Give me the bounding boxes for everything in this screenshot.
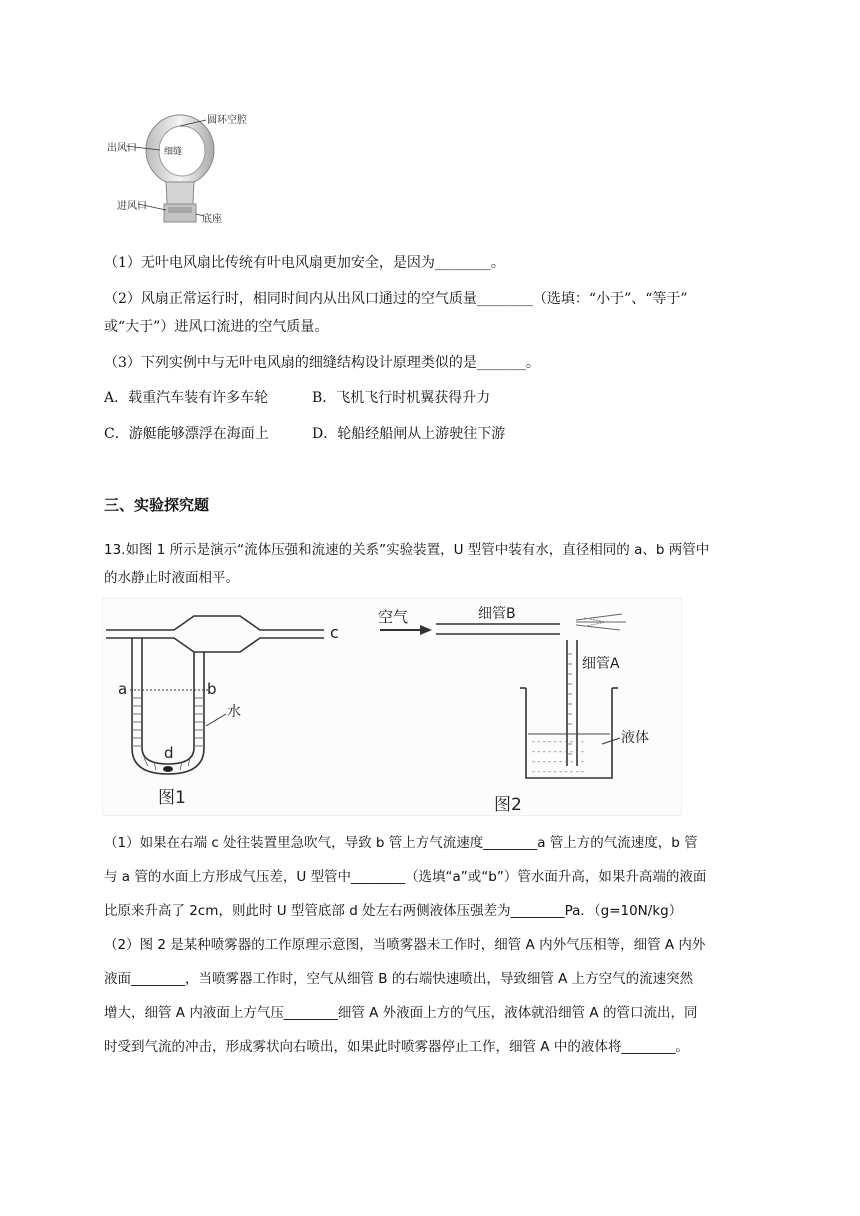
q12-part2-line2: 或“大于”）进风口流进的空气质量。 <box>104 319 329 335</box>
fig1-label-a: a <box>118 680 128 698</box>
svg-text:- - - - - - - - - -: - - - - - - - - - - <box>532 747 584 756</box>
fig1-label-water: 水 <box>227 704 241 720</box>
fan-label-inlet: 进风口 <box>117 201 147 212</box>
fan-label-outlet: 出风口 <box>107 143 137 154</box>
fig2-label-tubeA: 细管A <box>582 656 620 672</box>
fig2-label-liquid: 液体 <box>621 730 649 746</box>
fig1-label-d: d <box>164 744 174 762</box>
fig1-caption: 图1 <box>158 788 186 808</box>
q13-part1-line1: （1）如果在右端 c 处往装置里急吹气，导致 b 管上方气流速度________a 管上方的气流速度，b 管 <box>104 835 698 851</box>
section-heading: 三、实验探究题 <box>104 496 210 514</box>
q12-part2-line1: （2）风扇正常运行时，相同时间内从出风口通过的空气质量________（选填：“小于”、“等于” <box>104 291 688 307</box>
q13-part2-line2: 液面________，当喷雾器工作时，空气从细管 B 的右端快速喷出，导致细管 A 上方空气的流速突然 <box>104 971 694 987</box>
q13-part2-line4: 时受到气流的冲击，形成雾状向右喷出，如果此时喷雾器停止工作，细管 A 中的液体将________。 <box>104 1039 689 1055</box>
q13-intro-line1: 13.如图 1 所示是演示“流体压强和流速的关系”实验装置，U 型管中装有水，直径相同的 a、b 两管中 <box>104 542 710 558</box>
q12-option-c: C．游艇能够漂浮在海面上 <box>104 426 269 442</box>
q13-part2-line3: 增大，细管 A 内液面上方气压________细管 A 外液面上方的气压，液体就沿细管 A 的管口流出，同 <box>104 1005 698 1021</box>
q13-intro-line2: 的水静止时液面相平。 <box>104 570 239 586</box>
q13-part1-line2: 与 a 管的水面上方形成气压差，U 型管中________（选填“a”或“b”）管水面升高，如果升高端的液面 <box>104 869 707 885</box>
q12-part1: （1）无叶电风扇比传统有叶电风扇更加安全，是因为________。 <box>104 255 505 271</box>
fan-label-base: 底座 <box>202 214 222 225</box>
q12-option-b: B．飞机飞行时机翼获得升力 <box>312 390 491 406</box>
fig1-label-b: b <box>207 680 217 698</box>
fan-label-slit: 细缝 <box>164 147 183 157</box>
experiment-figures <box>102 598 682 816</box>
q13-part1-line3: 比原来升高了 2cm，则此时 U 型管底部 d 处左右两侧液体压强差为________Pa．（g=10N/kg） <box>104 903 683 919</box>
q12-part3: （3）下列实例中与无叶电风扇的细缝结构设计原理类似的是_______。 <box>104 355 540 371</box>
svg-text:- - - - - - - - - -: - - - - - - - - - - <box>532 757 584 766</box>
fig2-caption: 图2 <box>494 795 522 815</box>
fig2-label-tubeB: 细管B <box>478 606 516 622</box>
fan-label-ring: 圆环空腔 <box>207 115 247 126</box>
q12-option-d: D．轮船经船闸从上游驶往下游 <box>312 426 506 442</box>
q13-part2-line1: （2）图 2 是某种喷雾器的工作原理示意图，当喷雾器未工作时，细管 A 内外气压相等，细管 A 内外 <box>104 937 706 953</box>
fig1-label-c: c <box>330 623 339 642</box>
fig2-label-air: 空气 <box>378 608 409 626</box>
q12-option-a: A．载重汽车装有许多车轮 <box>104 390 269 406</box>
svg-text:- - - - - - - - - -: - - - - - - - - - - <box>532 737 584 746</box>
svg-text:- - - - - - - - - -: - - - - - - - - - - <box>532 767 584 776</box>
bladeless-fan-figure <box>104 104 264 234</box>
